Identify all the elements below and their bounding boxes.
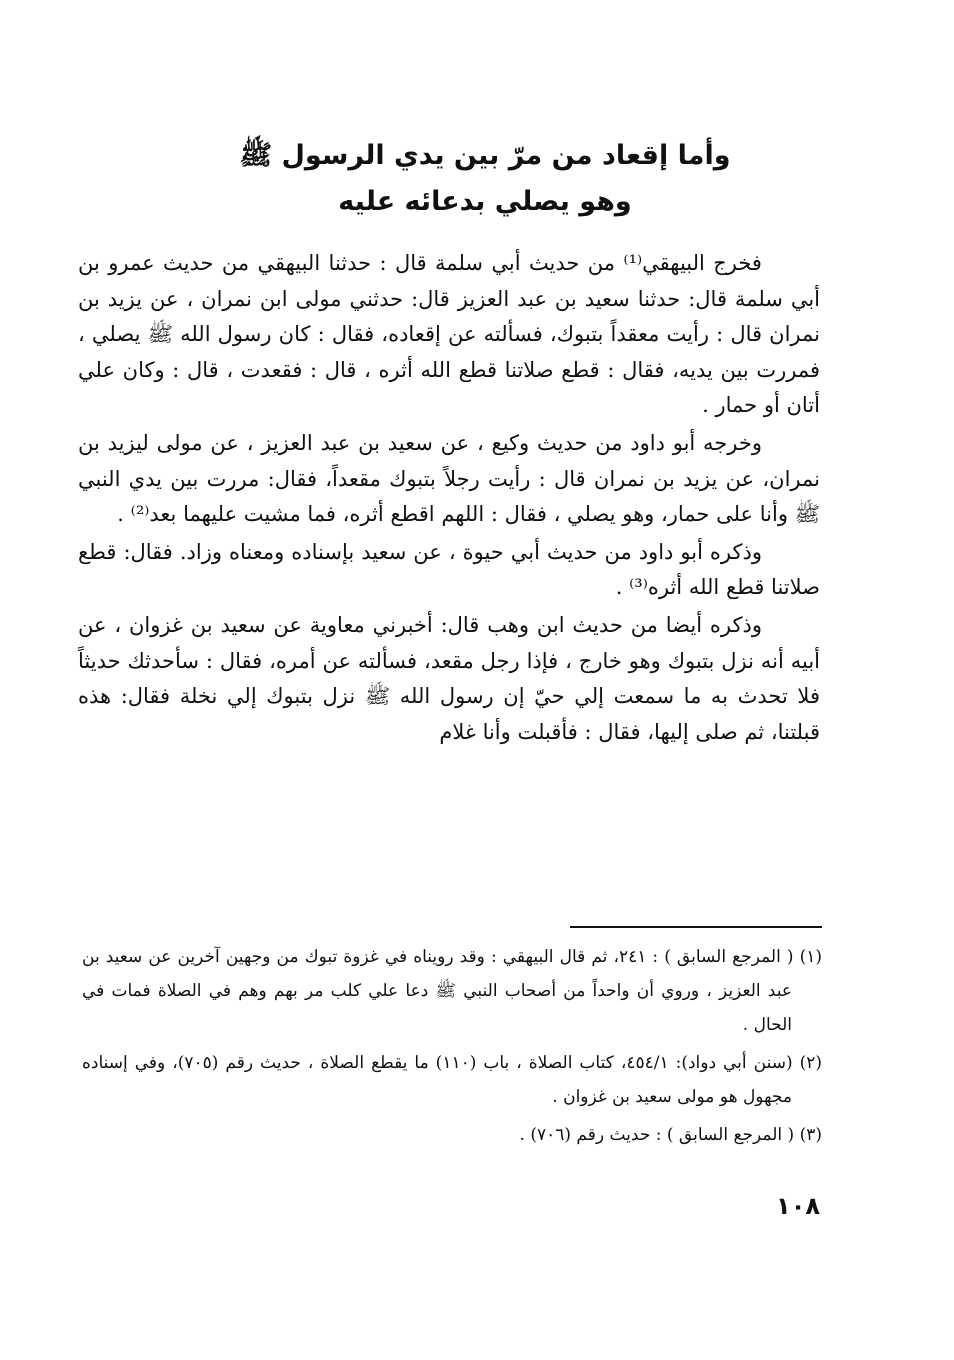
main-text [78,246,820,750]
page-number: ١٠٨ [776,1192,820,1220]
footnote-1: (١) ( المرجع السابق ) : ٢٤١، ثم قال البيهقي : وقد رويناه في غزوة تبوك من وجهين آخرين عن سعيد بن عبد العزيز ، وروي أن واحداً من أصحاب النبي ﷺ دعا علي كلب مر بهم وهم في الصلاة فمات في الحال . [82,947,823,1035]
footnote-3: (٣) ( المرجع السابق ) : حديث رقم (٧٠٦) . [519,1125,822,1145]
chapter-title-line-1: وأما إقعاد من مرّ بين يدي الرسول ﷺ [239,140,731,171]
footnotes [82,940,822,1152]
paragraph-2: وخرجه أبو داود من حديث وكيع ، عن سعيد بن عبد العزيز ، عن مولى ليزيد بن نمران، عن يزيد بن نمران قال : رأيت رجلاً بتبوك مقعداً، فقال: مررت بين يدي النبي ﷺ وأنا على حمار، وهو يصلي ، فقال : اللهم اقطع أثره، فما مشيت عليهما بعد⁽²⁾ . [78,430,820,527]
chapter-title-line-2: وهو يصلي بدعائه عليه [338,186,632,217]
paragraph-1: فخرج البيهقي⁽¹⁾ من حديث أبي سلمة قال : حدثنا البيهقي من حديث عمرو بن أبي سلمة قال: حدثنا سعيد بن عبد العزيز قال: حدثني مولى ابن نمران ، عن يزيد بن نمران قال : رأيت معقداً بتبوك، فسألته عن إقعاده، فقال : كان رسول الله ﷺ يصلي ، فمررت بين يديه، فقال : قطع صلاتنا قطع الله أثره ، قال : فقعدت ، قال : وكان علي أتان أو حمار . [78,251,820,418]
paragraph-4: وذكره أيضا من حديث ابن وهب قال: أخبرني معاوية عن سعيد بن غزوان ، عن أبيه أنه نزل بتبوك وهو خارج ، فإذا رجل مقعد، فسألته عن أمره، فقال : سأحدثك حديثاً فلا تحدث به ما سمعت إلي حيّ إن رسول الله ﷺ نزل بتبوك إلي نخلة فقال: هذه قبلتنا، ثم صلى إليها، فقال : فأقبلت وأنا غلام [78,612,820,744]
paragraph-3: وذكره أبو داود من حديث أبي حيوة ، عن سعيد بإسناده ومعناه وزاد. فقال: قطع صلاتنا قطع الله أثره⁽³⁾ . [78,539,820,600]
footnote-divider [570,926,822,928]
footnote-2: (٢) (سنن أبي دواد): ٤٥٤/١، كتاب الصلاة ، باب (١١٠) ما يقطع الصلاة ، حديث رقم (٧٠٥)، وفي إسناده مجهول هو مولى سعيد بن غزوان . [82,1053,822,1107]
